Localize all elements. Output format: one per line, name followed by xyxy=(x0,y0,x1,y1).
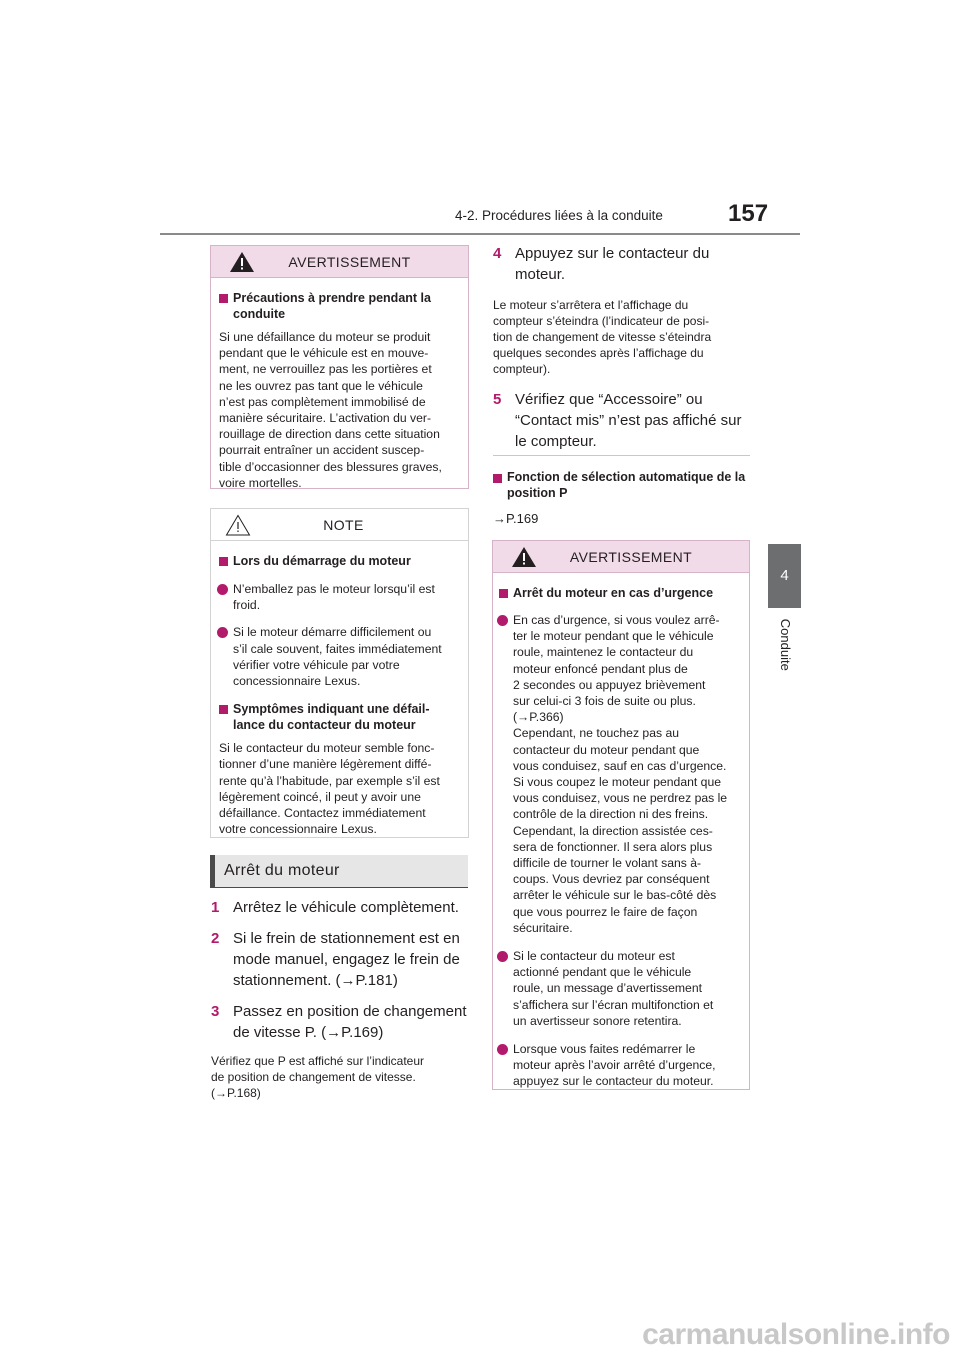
text-line: Vérifiez que “Accessoire” ou xyxy=(515,391,703,408)
warning-heading xyxy=(217,290,458,322)
warning-bullet xyxy=(497,612,739,936)
warning-box-title: AVERTISSEMENT xyxy=(288,253,411,270)
text-line: que vous pourrez le faire de façon xyxy=(513,904,698,919)
text-line: pendant que le véhicule est en mouve- xyxy=(219,346,429,361)
square-bullet-icon xyxy=(499,589,508,598)
note-bullet xyxy=(217,624,458,689)
note-box-title-bar xyxy=(211,509,468,541)
text-line: s’il cale souvent, faites immédiatement xyxy=(233,641,442,656)
text-line: pourrait entraîner un accident suscep- xyxy=(219,443,425,458)
text-line: mode manuel, engagez le frein de xyxy=(233,951,460,968)
text-line: un avertisseur sonore retentira. xyxy=(513,1013,682,1028)
text-line: Le moteur s’arrêtera et l’affichage du xyxy=(493,298,689,312)
text-line: Si le frein de stationnement est en xyxy=(233,930,460,947)
footer-watermark: carmanualsonline.info xyxy=(642,1318,950,1351)
page-number: 157 xyxy=(728,200,769,227)
round-bullet-icon xyxy=(497,1044,508,1055)
text-line: N’emballez pas le moteur lorsqu’il est xyxy=(233,582,435,596)
text-line: roule, un message d’avertissement xyxy=(513,981,703,996)
divider xyxy=(493,455,750,456)
text-line: quelques secondes après l’affichage du xyxy=(493,346,704,360)
text-line: compteur). xyxy=(493,362,551,376)
right-steps xyxy=(493,243,755,452)
text-line: le compteur. xyxy=(515,433,597,450)
text-line: sur celui-ci 3 fois de suite ou plus. xyxy=(513,694,696,709)
square-bullet-icon xyxy=(219,705,228,714)
warning-paragraph xyxy=(219,329,458,491)
note-box xyxy=(210,508,469,838)
section-header: 4-2. Procédures liées à la conduite xyxy=(455,208,663,223)
text-line: difficile de tourner le volant sans à- xyxy=(513,856,702,871)
text-line: vérifier votre véhicule par votre xyxy=(233,657,400,672)
step-note xyxy=(493,297,755,377)
text-line: Si le contacteur du moteur semble fonc- xyxy=(219,741,435,756)
text-line: de vitesse P. (→P.169) xyxy=(233,1024,384,1041)
text-line: de position de changement de vitesse. xyxy=(211,1070,416,1084)
text-line: s’affichera sur l’écran multifonction et xyxy=(513,997,714,1012)
text-line: n’est pas complètement immobilisé de xyxy=(219,394,426,409)
text-line: (→P.366) xyxy=(513,710,564,725)
step-item xyxy=(493,389,755,452)
step-number: 4 xyxy=(493,245,502,262)
warning-heading xyxy=(497,585,739,601)
warning-heading-line: Précautions à prendre pendant la xyxy=(233,291,431,305)
step-note xyxy=(211,1053,473,1101)
text-line: arrêter le véhicule sur le bas-côté dès xyxy=(513,888,717,903)
note-box-body xyxy=(211,541,468,847)
text-line: vous conduisez, vous ne perdrez pas le xyxy=(513,791,728,806)
round-bullet-icon xyxy=(217,584,228,595)
step-item xyxy=(493,243,755,285)
text-line: contrôle de la direction ni des freins. xyxy=(513,807,709,822)
text-line: défaillance. Contactez immédiatement xyxy=(219,806,426,821)
step-item xyxy=(211,1001,473,1043)
warning-box-title-bar xyxy=(211,246,468,278)
text-line: tion de changement de vitesse s’éteindra xyxy=(493,330,712,344)
note-paragraph xyxy=(219,740,458,837)
step-number: 1 xyxy=(211,899,220,916)
text-line: rente qu’à l’habitude, par exemple s’il est xyxy=(219,773,440,788)
note-box-title: NOTE xyxy=(323,516,364,533)
text-line: voire mortelles. xyxy=(219,475,302,490)
note-heading-line: lance du contacteur du moteur xyxy=(233,718,416,733)
warning-heading-line: conduite xyxy=(233,307,286,321)
warning-bullet xyxy=(497,948,739,1029)
warning-triangle-icon xyxy=(229,251,255,273)
text-line: Lorsque vous faites redémarrer le xyxy=(513,1042,696,1057)
text-line: (→P.168) xyxy=(211,1086,261,1100)
step-item xyxy=(211,928,473,991)
warning-box-title: AVERTISSEMENT xyxy=(569,548,693,565)
warning-bullet xyxy=(497,1041,739,1090)
auto-select-section xyxy=(493,470,755,526)
text-line: Passez en position de changement xyxy=(233,1003,467,1020)
square-bullet-icon xyxy=(219,294,228,303)
text-line: 2 secondes ou appuyez brièvement xyxy=(513,677,706,692)
text-line: Fonction de sélection automatique de la xyxy=(507,470,746,484)
text-line: Appuyez sur le contacteur du xyxy=(515,245,710,262)
text-line: Si vous coupez le moteur pendant que xyxy=(513,775,722,790)
text-line: moteur après l’avoir arrêté d’urgence, xyxy=(513,1058,716,1073)
text-line: vous conduisez, sauf en cas d’urgence. xyxy=(513,758,727,773)
text-line: Cependant, la direction assistée ces- xyxy=(513,823,713,838)
text-line: Si le moteur démarre difficilement ou xyxy=(233,625,432,640)
text-line: sécuritaire. xyxy=(513,920,573,935)
text-line: Si le contacteur du moteur est xyxy=(513,949,675,964)
round-bullet-icon xyxy=(497,951,508,962)
square-bullet-icon xyxy=(219,557,228,566)
text-line: tible d’occasionner des blessures graves, xyxy=(219,459,442,474)
square-bullet-icon xyxy=(493,474,502,483)
round-bullet-icon xyxy=(217,627,228,638)
warning-box-precautions xyxy=(210,245,469,489)
text-line: Arrêtez le véhicule complètement. xyxy=(233,899,459,916)
auto-select-heading xyxy=(493,470,755,501)
warning-box-title-bar xyxy=(493,541,749,573)
text-line: appuyez sur le contacteur du moteur. xyxy=(513,1074,714,1089)
text-line: Si une défaillance du moteur se produit xyxy=(219,330,431,344)
step-item xyxy=(211,897,473,918)
section-heading: Arrêt du moteur xyxy=(210,855,468,888)
text-line: ne les ouvrez pas tant que le véhicule xyxy=(219,378,423,393)
text-line: concessionnaire Lexus. xyxy=(233,674,361,689)
header-rule xyxy=(160,233,800,235)
step-number: 5 xyxy=(493,391,502,408)
text-line: rouillage de direction dans cette situation xyxy=(219,427,440,442)
warning-box-body xyxy=(211,278,468,501)
text-line: ter le moteur pendant que le véhicule xyxy=(513,629,714,644)
note-heading xyxy=(217,701,458,733)
text-line: position P xyxy=(507,485,568,500)
left-steps xyxy=(211,897,473,1101)
note-heading-text: Lors du démarrage du moteur xyxy=(233,554,411,568)
chapter-label: Conduite xyxy=(777,618,793,671)
text-line: En cas d’urgence, si vous voulez arrê- xyxy=(513,613,720,627)
text-line: manière sécuritaire. L’activation du ver- xyxy=(219,411,432,426)
text-line: stationnement. (→P.181) xyxy=(233,972,398,989)
step-number: 2 xyxy=(211,930,220,947)
note-heading xyxy=(217,553,458,569)
warning-heading-text: Arrêt du moteur en cas d’urgence xyxy=(513,586,714,600)
text-line: Cependant, ne touchez pas au xyxy=(513,726,680,741)
text-line: Vérifiez que P est affiché sur l’indicateur xyxy=(211,1054,425,1068)
text-line: contacteur du moteur pendant que xyxy=(513,742,700,757)
caution-triangle-icon xyxy=(225,514,251,536)
warning-box-emergency xyxy=(492,540,750,1090)
text-line: légèrement coincé, il peut y avoir une xyxy=(219,789,421,804)
page-reference-link[interactable]: →P.169 xyxy=(493,511,539,526)
text-line: tionner d’une manière légèrement diffé- xyxy=(219,757,432,772)
round-bullet-icon xyxy=(497,615,508,626)
step-number: 3 xyxy=(211,1003,220,1020)
text-line: compteur s’éteindra (l’indicateur de posi- xyxy=(493,314,710,328)
text-line: votre concessionnaire Lexus. xyxy=(219,822,377,837)
text-line: froid. xyxy=(233,598,261,613)
warning-triangle-icon xyxy=(511,546,537,568)
text-line: “Contact mis” n’est pas affiché sur xyxy=(515,412,742,429)
text-line: ment, ne verrouillez pas les portières et xyxy=(219,362,432,377)
note-heading-line: Symptômes indiquant une défail- xyxy=(233,702,430,717)
chapter-tab[interactable]: 4 xyxy=(768,544,801,608)
text-line: moteur enfoncé pendant plus de xyxy=(513,661,688,676)
note-bullet xyxy=(217,581,458,613)
text-line: sera de fonctionner. Il sera alors plus xyxy=(513,839,713,854)
chapter-label-container xyxy=(760,618,810,671)
text-line: actionné pendant que le véhicule xyxy=(513,965,692,980)
text-line: roule, maintenez le contacteur du xyxy=(513,645,694,660)
warning-box-body xyxy=(493,573,749,1100)
text-line: moteur. xyxy=(515,266,566,283)
text-line: coups. Vous devriez par conséquent xyxy=(513,872,710,887)
